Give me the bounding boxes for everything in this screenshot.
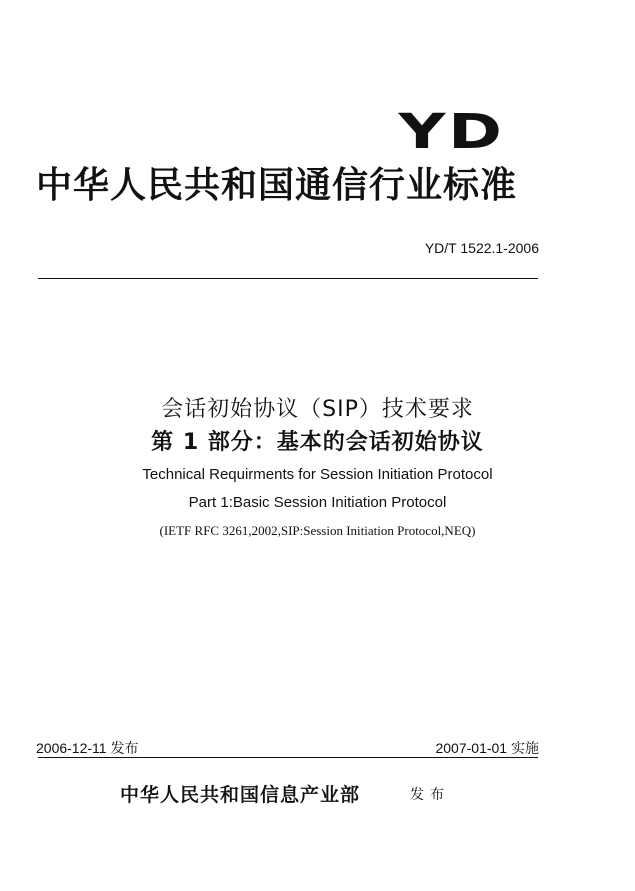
title-cn-line-2: 第 1 部分：基本的会话初始协议 [151, 430, 484, 455]
title-en-reference: (IETF RFC 3261,2002,SIP:Session Initiation Protocol,NEQ) [159, 523, 476, 538]
standard-number: YD/T 1522.1-2006 [424, 240, 539, 256]
title-cn-line-1: 会话初始协议（SIP）技术要求 [161, 397, 474, 422]
yd-logo: YD [398, 104, 505, 160]
publisher-name: 中华人民共和国信息产业部 [120, 784, 361, 806]
top-divider [38, 278, 538, 279]
publish-label: 发布 [410, 787, 450, 803]
bottom-divider [38, 757, 538, 758]
title-en-line-1: Technical Requirments for Session Initiation Protocol [142, 466, 493, 483]
title-en-line-2: Part 1:Basic Session Initiation Protocol [188, 494, 447, 511]
implementation-date: 2007-01-01 实施 [435, 740, 539, 756]
standard-category-title: 中华人民共和国通信行业标准 [36, 165, 518, 206]
issue-date: 2006-12-11 发布 [36, 740, 139, 756]
